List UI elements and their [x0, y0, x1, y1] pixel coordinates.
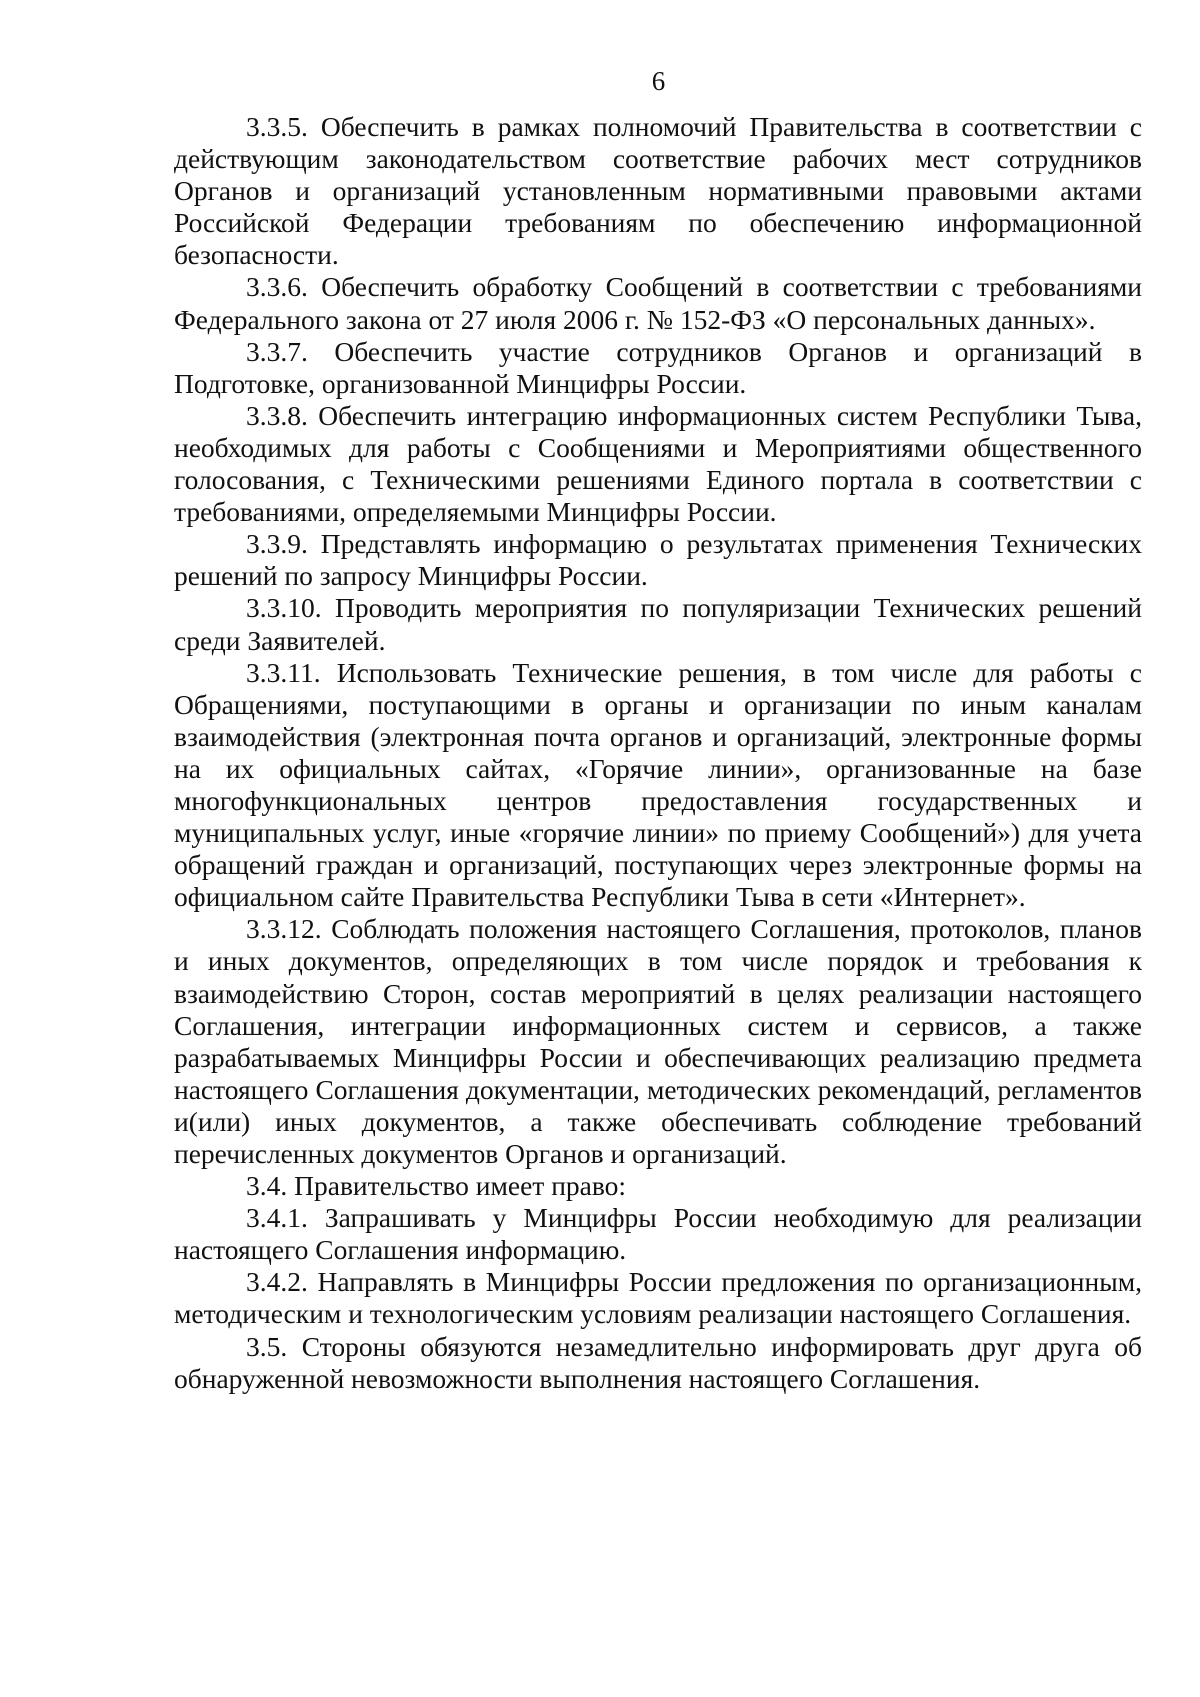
- document-body: [174, 111, 1142, 1395]
- paragraph-3-3-6: 3.3.6. Обеспечить обработку Сообщений в соответствии с требованиями Федерального закона от 27 июля 2006 г. № 152-ФЗ «О персональных данных».: [174, 271, 1142, 335]
- paragraph-3-4-1: 3.4.1. Запрашивать у Минцифры России необходимую для реализации настоящего Соглашения информацию.: [174, 1202, 1142, 1266]
- paragraph-3-5: 3.5. Стороны обязуются незамедлительно информировать друг друга об обнаруженной невозможности выполнения настоящего Соглашения.: [174, 1330, 1142, 1394]
- paragraph-3-3-11: 3.3.11. Использовать Технические решения, в том числе для работы с Обращениями, поступающими в органы и организации по иным каналам взаимодействия (электронная почта органов и организаций, электронные формы на их официальных сайтах, «Горячие линии», организованные на базе многофункциональных центров предоставления государственных и муниципальных услуг, иные «горячие линии» по приему Сообщений») для учета обращений граждан и организаций, поступающих через электронные формы на официальном сайте Правительства Республики Тыва в сети «Интернет».: [174, 656, 1142, 913]
- paragraph-3-4: 3.4. Правительство имеет право:: [246, 1170, 627, 1202]
- paragraph-3-3-12: 3.3.12. Соблюдать положения настоящего Соглашения, протоколов, планов и иных документов, определяющих в том числе порядок и требования к взаимодействию Сторон, состав мероприятий в целях реализации настоящего Соглашения, интеграции информационных систем и сервисов, а также разрабатываемых Минцифры России и обеспечивающих реализацию предмета настоящего Соглашения документации, методических рекомендаций, регламентов и(или) иных документов, а также обеспечивать соблюдение требований перечисленных документов Органов и организаций.: [174, 913, 1142, 1169]
- paragraph-3-3-9: 3.3.9. Представлять информацию о результатах применения Технических решений по запросу Минцифры России.: [174, 528, 1142, 592]
- paragraph-3-4-2: 3.4.2. Направлять в Минцифры России предложения по организационным, методическим и технологическим условиям реализации настоящего Соглашения.: [174, 1266, 1142, 1330]
- paragraph-3-3-10: 3.3.10. Проводить мероприятия по популяризации Технических решений среди Заявителей.: [174, 592, 1142, 656]
- page-number: 6: [651, 66, 666, 96]
- paragraph-3-3-7: 3.3.7. Обеспечить участие сотрудников Органов и организаций в Подготовке, организованной Минцифры России.: [174, 335, 1142, 399]
- paragraph-3-3-8: 3.3.8. Обеспечить интеграцию информационных систем Республики Тыва, необходимых для работы с Сообщениями и Мероприятиями общественного голосования, с Техническими решениями Единого портала в соответствии с требованиями, определяемыми Минцифры России.: [174, 399, 1142, 528]
- paragraph-3-3-5: 3.3.5. Обеспечить в рамках полномочий Правительства в соответствии с действующим законодательством соответствие рабочих мест сотрудников Органов и организаций установленным нормативными правовыми актами Российской Федерации требованиям по обеспечению информационной безопасности.: [174, 111, 1142, 271]
